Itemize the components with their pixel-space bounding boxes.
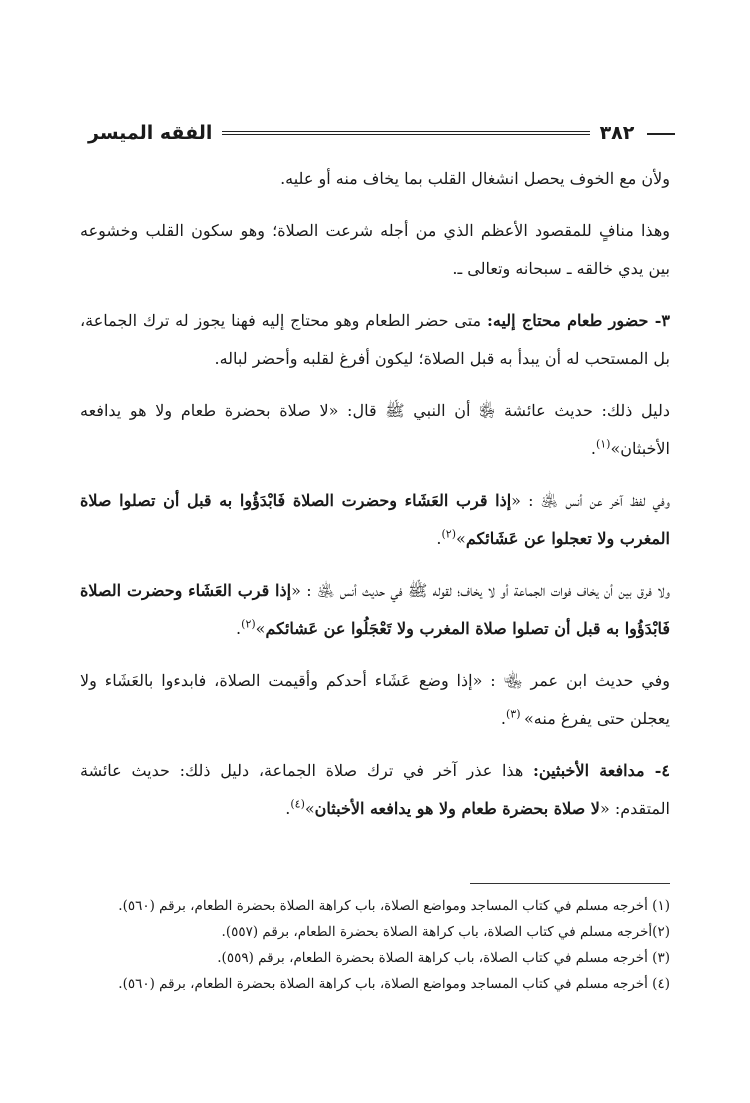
hadith-quote-5: إذا قرب العَشَاء وحضرت الصلاة فَابْدَؤُوا به قبل أن تصلوا صلاة المغرب ولا تعجلوا عن عَشَائكم	[80, 491, 670, 548]
footnote-ref-4[interactable]: (٤)	[290, 797, 305, 811]
hadith-quote-6: إذا قرب العَشَاء وحضرت الصلاة فَابْدَؤُوا به قبل أن تصلوا صلاة المغرب ولا تَعْجَلُوا عن عَشائكم	[80, 581, 670, 638]
paragraph-4-text: دليل ذلك: حديث عائشة ﵂ أن النبي ﷺ قال: «لا صلاة بحضرة طعام ولا هو يدافعه الأخبثان»	[80, 401, 671, 458]
paragraph-1: ولأن مع الخوف يحصل انشغال القلب بما يخاف منه أو عليه.	[280, 169, 670, 188]
section-heading-3: ٣- حضور طعام محتاج إليه:	[486, 311, 670, 330]
paragraph-6	[80, 572, 670, 648]
footnote-separator	[470, 883, 670, 884]
page-number-dash	[647, 133, 675, 135]
header-rule	[222, 131, 589, 135]
paragraph-2: وهذا منافٍ للمقصود الأعظم الذي من أجله شرعت الصلاة؛ وهو سكون القلب وخشوعه بين يدي خالقه ـ سبحانه وتعالى ـ.	[80, 221, 670, 278]
paragraph-3	[80, 302, 670, 378]
paragraph-8-end: .	[285, 799, 291, 818]
paragraph-3-text: متى حضر الطعام وهو محتاج إليه فهنا يجوز له ترك الجماعة، بل المستحب له أن يبدأ به قبل الصلاة؛ ليكون أفرغ لقلبه وأحضر لباله.	[80, 311, 670, 368]
page-header	[88, 120, 675, 146]
hadith-quote-8: لا صلاة بحضرة طعام ولا هو يدافعه الأخبثان	[314, 799, 600, 818]
page-number: ٣٨٢	[599, 122, 635, 144]
paragraph-5-intro: وفي لفظ آخر عن أنس ﵁ : «	[511, 491, 670, 510]
paragraph-6-intro: ولا فرق بين أن يخاف فوات الجماعة أو لا يخاف؛ لقوله ﷺ في حديث أنس ﵁ : «	[291, 581, 670, 600]
footnote-1: (١) أخرجه مسلم في كتاب المساجد ومواضع الصلاة، باب كراهة الصلاة بحضرة الطعام، برقم (٥٦٠).	[118, 898, 670, 914]
footnote-3: (٣) أخرجه مسلم في كتاب الصلاة، باب كراهة الصلاة بحضرة الطعام، برقم (٥٥٩).	[217, 950, 670, 966]
page-body	[80, 160, 670, 842]
footnote-ref-2b[interactable]: (٢)	[241, 617, 256, 631]
footnote-ref-3[interactable]: (٣)	[506, 707, 525, 721]
paragraph-4-end: .	[590, 439, 596, 458]
footnote-ref-1[interactable]: (١)	[595, 437, 611, 451]
paragraph-7-end: .	[500, 709, 506, 728]
paragraph-8	[80, 752, 670, 828]
paragraph-8-text: هذا عذر آخر في ترك صلاة الجماعة، دليل ذلك: حديث عائشة المتقدم: «	[80, 761, 670, 818]
section-heading-4: ٤- مدافعة الأخبثين:	[532, 761, 671, 780]
paragraph-7-text: وفي حديث ابن عمر ﵄ : «إذا وضع عَشَاء أحدكم وأقيمت الصلاة، فابدءوا بالعَشَاء ولا يعجلن حتى يفرغ منه»	[80, 671, 670, 728]
paragraph-5	[80, 482, 670, 558]
paragraph-5-end: .	[436, 529, 442, 548]
paragraph-5-close: »	[456, 529, 466, 548]
paragraph-6-close: »	[255, 619, 266, 638]
footnote-2: (٢)أخرجه مسلم في كتاب الصلاة، باب كراهة الصلاة بحضرة الطعام، برقم (٥٥٧).	[221, 924, 670, 940]
paragraph-6-end: .	[236, 619, 242, 638]
footnote-4: (٤) أخرجه مسلم في كتاب المساجد ومواضع الصلاة، باب كراهة الصلاة بحضرة الطعام، برقم (٥٦٠).	[118, 976, 670, 992]
paragraph-4	[80, 392, 670, 468]
page-number-group	[600, 122, 675, 144]
footnotes	[70, 893, 670, 997]
paragraph-7	[80, 662, 670, 738]
running-title: الفقه الميسر	[88, 122, 213, 144]
paragraph-8-close: »	[304, 799, 315, 818]
footnote-ref-2[interactable]: (٢)	[441, 527, 457, 541]
